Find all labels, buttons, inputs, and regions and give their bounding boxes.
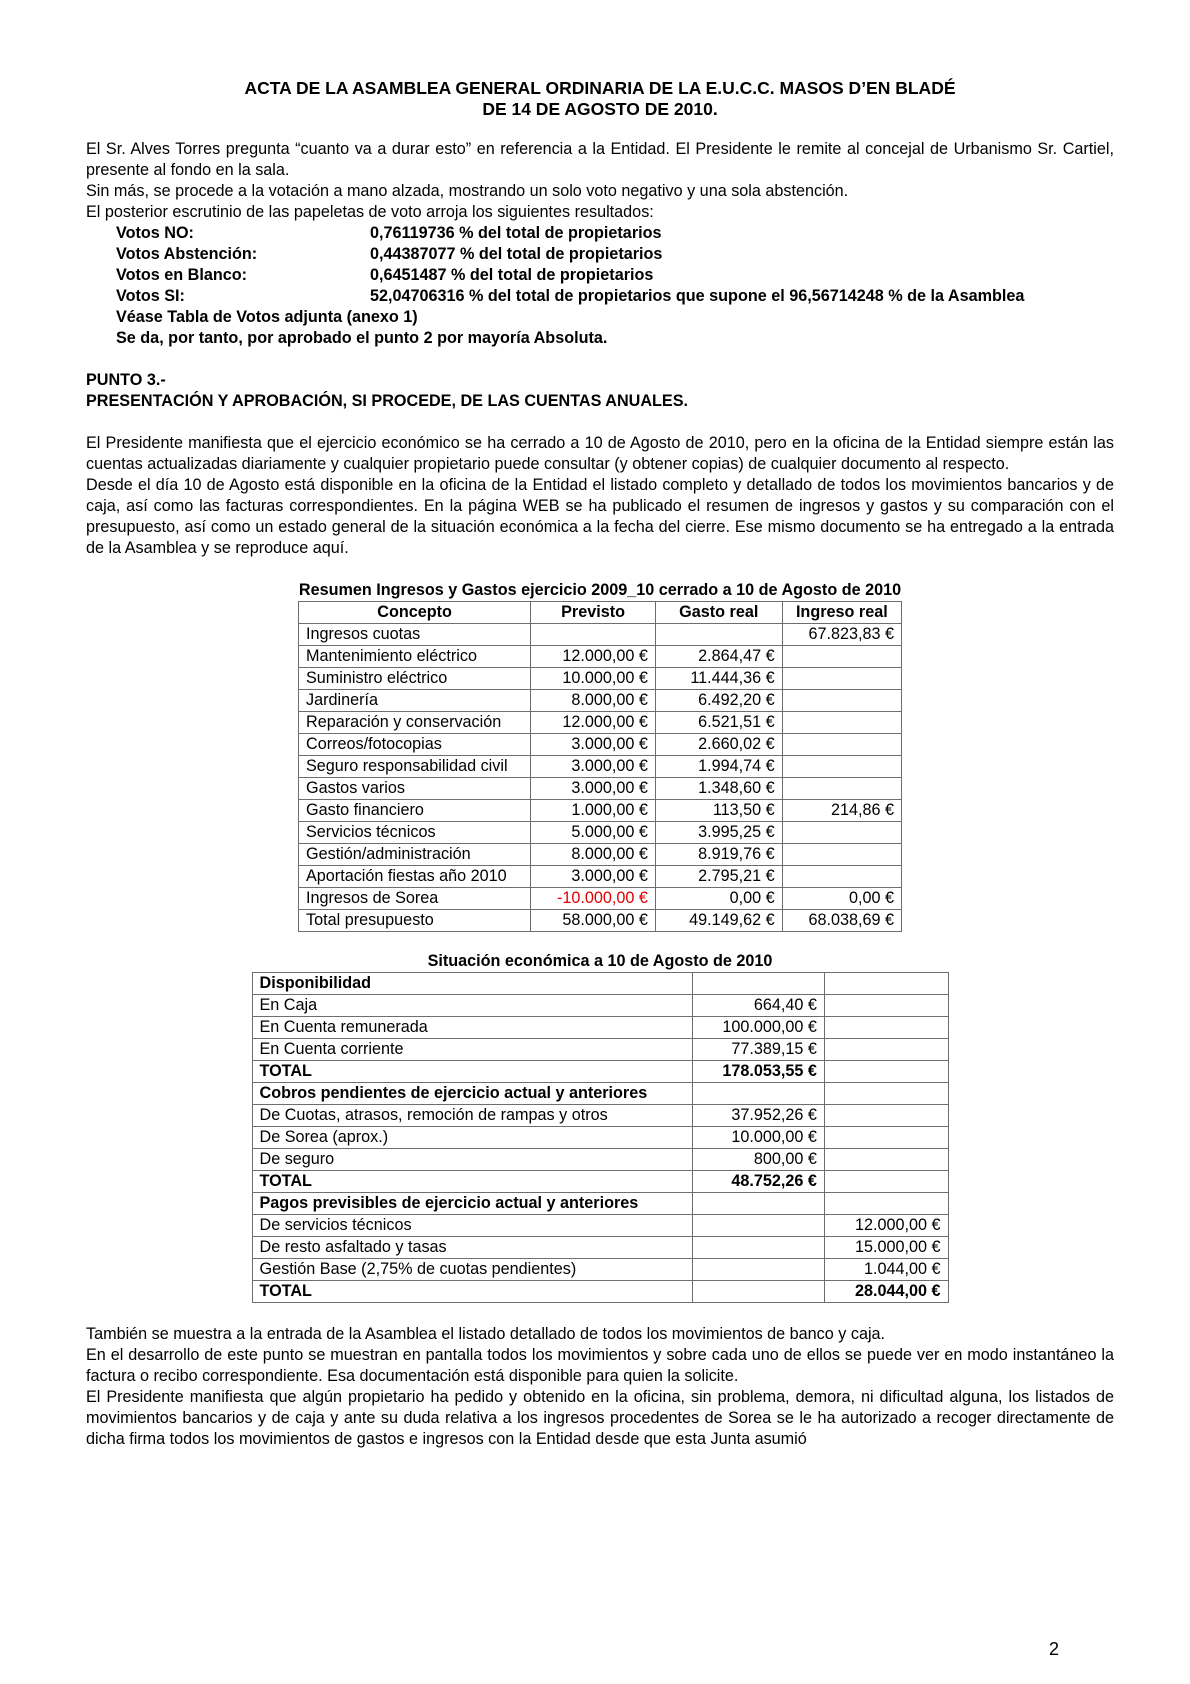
punto3-paragraph-2: Desde el día 10 de Agosto está disponible en la oficina de la Entidad el listado completo y detallado de todos los movimientos bancarios y de caja, así como las facturas correspondientes. En la página WEB se ha publicado el resumen de ingresos y gastos y su comparación con el presupuesto, así como un estado general de la situación económica a la fecha del cierre. Ese mismo documento se ha entregado a la entrada de la Asamblea y se reproduce aquí. — [86, 476, 1114, 557]
document-title — [86, 78, 1114, 120]
cell-amount: 77.389,15 € — [693, 1039, 825, 1061]
table-row — [299, 756, 902, 778]
cell-ingreso-real — [782, 778, 901, 800]
table-row — [252, 995, 948, 1017]
cell-amount — [693, 1237, 825, 1259]
table-row — [299, 888, 902, 910]
document-page — [86, 78, 1114, 1450]
page-number: 2 — [1049, 1639, 1060, 1659]
closing-paragraph-1: También se muestra a la entrada de la Asamblea el listado detallado de todos los movimientos de banco y caja. — [86, 1325, 886, 1343]
table-row — [299, 668, 902, 690]
cell-payment — [824, 1171, 948, 1193]
cell-previsto: 3.000,00 € — [531, 866, 656, 888]
cell-gasto-real: 8.919,76 € — [655, 844, 782, 866]
cell-payment — [824, 995, 948, 1017]
title-line-1: ACTA DE LA ASAMBLEA GENERAL ORDINARIA DE LA E.U.C.C. MASOS D’EN BLADÉ — [244, 78, 956, 98]
vote-row-no — [116, 223, 1114, 244]
cell-gasto-real: 6.521,51 € — [655, 712, 782, 734]
cell-previsto: 5.000,00 € — [531, 822, 656, 844]
cell-gasto-real: 11.444,36 € — [655, 668, 782, 690]
cell-concepto: Reparación y conservación — [299, 712, 531, 734]
table-row — [252, 1017, 948, 1039]
cell-gasto-real: 49.149,62 € — [655, 910, 782, 932]
vote-value: 0,44387077 % del total de propietarios — [370, 245, 663, 263]
cell-ingreso-real — [782, 844, 901, 866]
cell-payment — [824, 1083, 948, 1105]
cell-ingreso-real — [782, 734, 901, 756]
cell-payment: 28.044,00 € — [824, 1281, 948, 1303]
cell-gasto-real: 2.795,21 € — [655, 866, 782, 888]
cell-payment: 12.000,00 € — [824, 1215, 948, 1237]
cell-concepto: Gastos varios — [299, 778, 531, 800]
cell-concepto: Mantenimiento eléctrico — [299, 646, 531, 668]
cell-label: De Cuotas, atrasos, remoción de rampas y otros — [252, 1105, 693, 1127]
cell-previsto: 8.000,00 € — [531, 844, 656, 866]
cell-gasto-real: 2.660,02 € — [655, 734, 782, 756]
cell-payment — [824, 1061, 948, 1083]
table-row — [299, 734, 902, 756]
table-row — [252, 1083, 948, 1105]
cell-label: De servicios técnicos — [252, 1215, 693, 1237]
income-expense-table — [298, 601, 902, 932]
cell-gasto-real: 1.994,74 € — [655, 756, 782, 778]
header-previsto: Previsto — [531, 602, 656, 624]
cell-label: En Cuenta corriente — [252, 1039, 693, 1061]
cell-previsto — [531, 624, 656, 646]
vote-label: Votos NO: — [116, 224, 194, 242]
cell-ingreso-real: 0,00 € — [782, 888, 901, 910]
cell-payment — [824, 1127, 948, 1149]
table-row — [299, 646, 902, 668]
table-row — [299, 910, 902, 932]
cell-concepto: Jardinería — [299, 690, 531, 712]
cell-gasto-real: 3.995,25 € — [655, 822, 782, 844]
header-ingreso-real: Ingreso real — [782, 602, 901, 624]
cell-amount: 100.000,00 € — [693, 1017, 825, 1039]
vote-row-blanco — [116, 265, 1114, 286]
cell-label: TOTAL — [252, 1171, 693, 1193]
cell-concepto: Seguro responsabilidad civil — [299, 756, 531, 778]
cell-amount — [693, 973, 825, 995]
cell-label: En Cuenta remunerada — [252, 1017, 693, 1039]
cell-label: De seguro — [252, 1149, 693, 1171]
cell-concepto: Correos/fotocopias — [299, 734, 531, 756]
cell-concepto: Suministro eléctrico — [299, 668, 531, 690]
table-row — [252, 1259, 948, 1281]
cell-amount: 10.000,00 € — [693, 1127, 825, 1149]
vote-row-abstencion — [116, 244, 1114, 265]
header-concepto: Concepto — [299, 602, 531, 624]
vote-results — [116, 223, 1114, 349]
cell-payment: 1.044,00 € — [824, 1259, 948, 1281]
cell-amount: 664,40 € — [693, 995, 825, 1017]
cell-amount — [693, 1259, 825, 1281]
vote-label: Votos en Blanco: — [116, 266, 248, 284]
table-row — [299, 844, 902, 866]
cell-amount — [693, 1083, 825, 1105]
table-row — [252, 1039, 948, 1061]
cell-amount: 37.952,26 € — [693, 1105, 825, 1127]
vote-value: 52,04706316 % del total de propietarios que supone el 96,56714248 % de la Asamblea — [370, 287, 1025, 305]
cell-previsto: 12.000,00 € — [531, 712, 656, 734]
cell-previsto: 1.000,00 € — [531, 800, 656, 822]
table-row — [252, 1237, 948, 1259]
cell-label: En Caja — [252, 995, 693, 1017]
cell-amount: 48.752,26 € — [693, 1171, 825, 1193]
table-row — [299, 778, 902, 800]
cell-amount: 800,00 € — [693, 1149, 825, 1171]
closing-paragraph-3: El Presidente manifiesta que algún propietario ha pedido y obtenido en la oficina, sin problema, demora, ni dificultad alguna, los listados de movimientos bancarios y de caja y ante su duda relativa a los ingresos procedentes de Sorea se le ha autorizado a recoger directamente de dicha firma todos los movimientos de gastos e ingresos con la Entidad desde que esta Junta asumió — [86, 1388, 1114, 1448]
cell-label: Cobros pendientes de ejercicio actual y anteriores — [252, 1083, 693, 1105]
table-row — [252, 973, 948, 995]
table2-caption: Situación económica a 10 de Agosto de 2010 — [427, 952, 773, 970]
cell-gasto-real — [655, 624, 782, 646]
cell-ingreso-real — [782, 712, 901, 734]
cell-ingreso-real: 214,86 € — [782, 800, 901, 822]
vote-value: 0,6451487 % del total de propietarios — [370, 266, 654, 284]
table-row — [299, 866, 902, 888]
cell-amount: 178.053,55 € — [693, 1061, 825, 1083]
table-row — [252, 1105, 948, 1127]
cell-ingreso-real: 68.038,69 € — [782, 910, 901, 932]
table1-caption: Resumen Ingresos y Gastos ejercicio 2009_10 cerrado a 10 de Agosto de 2010 — [298, 581, 902, 599]
cell-gasto-real: 113,50 € — [655, 800, 782, 822]
cell-label: Disponibilidad — [252, 973, 693, 995]
punto3-subheading: PRESENTACIÓN Y APROBACIÓN, SI PROCEDE, DE LAS CUENTAS ANUALES. — [86, 392, 689, 410]
cell-ingreso-real — [782, 756, 901, 778]
table-row — [252, 1149, 948, 1171]
intro-paragraph-3: El posterior escrutinio de las papeletas de voto arroja los siguientes resultados: — [86, 203, 654, 221]
table-row — [252, 1171, 948, 1193]
cell-previsto: 12.000,00 € — [531, 646, 656, 668]
cell-concepto: Ingresos cuotas — [299, 624, 531, 646]
cell-payment — [824, 1149, 948, 1171]
cell-concepto: Total presupuesto — [299, 910, 531, 932]
votes-note-annex: Véase Tabla de Votos adjunta (anexo 1) — [116, 308, 418, 326]
cell-label: De resto asfaltado y tasas — [252, 1237, 693, 1259]
cell-previsto: 3.000,00 € — [531, 756, 656, 778]
cell-label: Gestión Base (2,75% de cuotas pendientes) — [252, 1259, 693, 1281]
vote-value: 0,76119736 % del total de propietarios — [370, 224, 662, 242]
cell-concepto: Gestión/administración — [299, 844, 531, 866]
table-row — [299, 800, 902, 822]
cell-payment — [824, 1017, 948, 1039]
cell-ingreso-real: 67.823,83 € — [782, 624, 901, 646]
header-gasto-real: Gasto real — [655, 602, 782, 624]
table-row — [252, 1127, 948, 1149]
table-row — [252, 1061, 948, 1083]
cell-previsto: 3.000,00 € — [531, 778, 656, 800]
title-line-2: DE 14 DE AGOSTO DE 2010. — [482, 99, 718, 119]
punto3-heading: PUNTO 3.- — [86, 371, 166, 389]
cell-label: TOTAL — [252, 1281, 693, 1303]
cell-ingreso-real — [782, 866, 901, 888]
table-row — [252, 1215, 948, 1237]
cell-gasto-real: 2.864,47 € — [655, 646, 782, 668]
vote-label: Votos Abstención: — [116, 245, 258, 263]
intro-paragraph-2: Sin más, se procede a la votación a mano alzada, mostrando un solo voto negativo y una sola abstención. — [86, 182, 849, 200]
cell-concepto: Aportación fiestas año 2010 — [299, 866, 531, 888]
cell-concepto: Servicios técnicos — [299, 822, 531, 844]
table-header-row — [299, 602, 902, 624]
cell-label: TOTAL — [252, 1061, 693, 1083]
cell-payment: 15.000,00 € — [824, 1237, 948, 1259]
table-row — [299, 690, 902, 712]
closing-paragraph-2: En el desarrollo de este punto se muestran en pantalla todos los movimientos y sobre cada uno de ellos se puede ver en modo instantáneo la factura o recibo correspondiente. Esa documentación está disponible para quien la solicite. — [86, 1346, 1114, 1385]
cell-gasto-real: 0,00 € — [655, 888, 782, 910]
table-row — [299, 712, 902, 734]
table-row — [299, 822, 902, 844]
vote-row-si — [116, 286, 1114, 307]
cell-ingreso-real — [782, 668, 901, 690]
cell-previsto: 58.000,00 € — [531, 910, 656, 932]
table-row — [252, 1281, 948, 1303]
cell-payment — [824, 1193, 948, 1215]
table-row — [252, 1193, 948, 1215]
cell-previsto: -10.000,00 € — [531, 888, 656, 910]
intro-paragraph-1: El Sr. Alves Torres pregunta “cuanto va a durar esto” en referencia a la Entidad. El Presidente le remite al concejal de Urbanismo Sr. Cartiel, presente al fondo en la sala. — [86, 140, 1114, 179]
cell-concepto: Gasto financiero — [299, 800, 531, 822]
economic-situation-table — [252, 972, 949, 1303]
cell-previsto: 3.000,00 € — [531, 734, 656, 756]
cell-amount — [693, 1193, 825, 1215]
cell-amount — [693, 1215, 825, 1237]
cell-payment — [824, 973, 948, 995]
cell-gasto-real: 1.348,60 € — [655, 778, 782, 800]
votes-note-approval: Se da, por tanto, por aprobado el punto 2 por mayoría Absoluta. — [116, 329, 608, 347]
cell-gasto-real: 6.492,20 € — [655, 690, 782, 712]
cell-label: Pagos previsibles de ejercicio actual y anteriores — [252, 1193, 693, 1215]
cell-payment — [824, 1039, 948, 1061]
cell-ingreso-real — [782, 646, 901, 668]
cell-previsto: 10.000,00 € — [531, 668, 656, 690]
cell-concepto: Ingresos de Sorea — [299, 888, 531, 910]
cell-ingreso-real — [782, 690, 901, 712]
cell-ingreso-real — [782, 822, 901, 844]
cell-amount — [693, 1281, 825, 1303]
table-row — [299, 624, 902, 646]
cell-previsto: 8.000,00 € — [531, 690, 656, 712]
punto3-paragraph-1: El Presidente manifiesta que el ejercicio económico se ha cerrado a 10 de Agosto de 2010, pero en la oficina de la Entidad siempre están las cuentas actualizadas diariamente y cualquier propietario puede consultar (y obtener copias) de cualquier documento al respecto. — [86, 434, 1114, 473]
cell-payment — [824, 1105, 948, 1127]
cell-label: De Sorea (aprox.) — [252, 1127, 693, 1149]
vote-label: Votos SI: — [116, 287, 185, 305]
